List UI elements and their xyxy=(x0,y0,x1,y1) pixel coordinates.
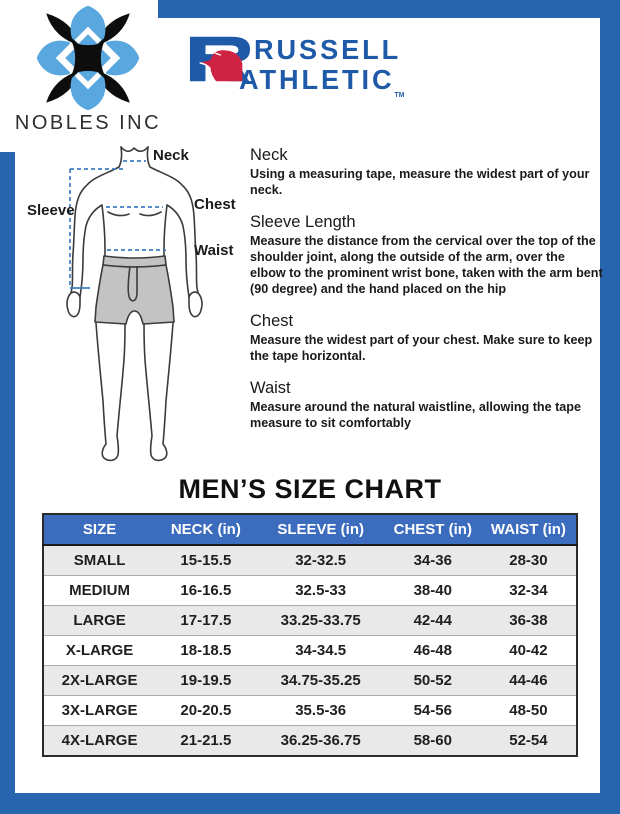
size-table-cell: 50-52 xyxy=(413,672,452,689)
size-table-cell: 16-16.5 xyxy=(180,582,232,599)
size-table-cell: 42-44 xyxy=(413,612,452,629)
diagram-label-neck: Neck xyxy=(153,147,189,164)
size-table-cell: 44-46 xyxy=(509,672,548,689)
size-table-cell: 2X-LARGE xyxy=(61,672,138,689)
russell-wordmark-line1: RUSSELL xyxy=(254,34,402,65)
size-table-cell: 4X-LARGE xyxy=(61,732,138,749)
size-table-cell: 40-42 xyxy=(509,642,548,659)
diagram-label-sleeve: Sleeve xyxy=(27,202,75,219)
size-table-cell: 34-34.5 xyxy=(295,642,347,659)
size-table-row xyxy=(43,606,577,636)
instruction-body: Measure around the natural waistline, allowing the tape measure to sit comfortably xyxy=(250,400,581,430)
size-chart-title: MEN’S SIZE CHART xyxy=(178,474,442,504)
measure-instructions xyxy=(250,146,604,446)
instruction-sleeve-length xyxy=(250,213,604,297)
size-table-cell: 28-30 xyxy=(509,552,548,569)
trademark-symbol: TM xyxy=(394,92,405,99)
size-table-cell: X-LARGE xyxy=(65,642,134,659)
instruction-body: Using a measuring tape, measure the widest part of your neck. xyxy=(250,167,590,197)
size-table-cell: 52-54 xyxy=(509,732,548,749)
size-table-cell: 19-19.5 xyxy=(180,672,232,689)
size-table-cell: 17-17.5 xyxy=(180,612,232,629)
size-table-cell: 34.75-35.25 xyxy=(280,672,361,689)
size-table-cell: 54-56 xyxy=(413,702,452,719)
russell-wordmark-line2: $ATHLETIC_{TM}$ xyxy=(239,64,405,99)
size-table-cell: 58-60 xyxy=(413,732,452,749)
size-table-column-header: WAIST (in) xyxy=(481,514,577,545)
size-table-body xyxy=(43,545,577,756)
size-table-cell: 34-36 xyxy=(413,552,452,569)
instruction-body: Measure the distance from the cervical over the top of the shoulder joint, along the outside of the arm, over the elbow to the prominent wrist bone, taken with the arm bent (90 degree) and the hand placed on the hip xyxy=(250,234,603,296)
size-table-cell: 18-18.5 xyxy=(180,642,232,659)
instruction-body: Measure the widest part of your chest. Make sure to keep the tape horizontal. xyxy=(250,333,593,363)
instruction-heading: Neck xyxy=(250,146,288,164)
size-table-cell: 38-40 xyxy=(413,582,452,599)
diagram-label-waist: Waist xyxy=(194,242,234,259)
instruction-neck xyxy=(250,146,604,198)
nobles-inc-logo xyxy=(14,2,162,135)
size-table-row xyxy=(43,576,577,606)
nobles-mandala-icon xyxy=(31,2,145,114)
body-measurement-diagram xyxy=(20,145,250,475)
size-table xyxy=(42,513,578,757)
size-table-row xyxy=(43,666,577,696)
size-table-row xyxy=(43,726,577,757)
size-table-cell: 3X-LARGE xyxy=(61,702,138,719)
size-table-cell: 20-20.5 xyxy=(180,702,232,719)
size-table-cell: 32.5-33 xyxy=(295,582,347,599)
size-table-column-header: SLEEVE (in) xyxy=(257,514,385,545)
size-table-cell: SMALL xyxy=(73,552,126,569)
size-table-column-header: CHEST (in) xyxy=(385,514,481,545)
size-table-column-header: SIZE xyxy=(43,514,155,545)
size-table-cell: MEDIUM xyxy=(69,582,130,599)
size-table-column-header: NECK (in) xyxy=(155,514,256,545)
size-table-cell: 32-32.5 xyxy=(295,552,347,569)
size-table-row xyxy=(43,636,577,666)
size-table-row xyxy=(43,545,577,576)
size-table-cell: 35.5-36 xyxy=(295,702,347,719)
size-table-cell: 36.25-36.75 xyxy=(280,732,361,749)
size-table-cell: LARGE xyxy=(73,612,126,629)
size-table-cell: 15-15.5 xyxy=(180,552,232,569)
frame-border-top xyxy=(158,0,620,18)
nobles-company-name: NOBLES INC xyxy=(14,112,162,134)
instruction-heading: Waist xyxy=(250,379,291,397)
frame-border-bottom xyxy=(0,793,620,814)
instruction-chest xyxy=(250,312,604,364)
russell-athletic-logo xyxy=(183,22,463,102)
size-table-row xyxy=(43,696,577,726)
size-table-cell: 21-21.5 xyxy=(180,732,232,749)
instruction-waist xyxy=(250,379,604,431)
size-table-cell: 48-50 xyxy=(509,702,548,719)
instruction-heading: Chest xyxy=(250,312,294,330)
size-table-cell: 46-48 xyxy=(413,642,452,659)
size-table-cell: 36-38 xyxy=(509,612,548,629)
instruction-heading: Sleeve Length xyxy=(250,213,356,231)
boxer-shorts-shape xyxy=(95,256,174,324)
size-table-cell: 33.25-33.75 xyxy=(280,612,361,629)
size-table-header-row xyxy=(43,514,577,545)
size-table-cell: 32-34 xyxy=(509,582,548,599)
diagram-label-chest: Chest xyxy=(194,196,236,213)
